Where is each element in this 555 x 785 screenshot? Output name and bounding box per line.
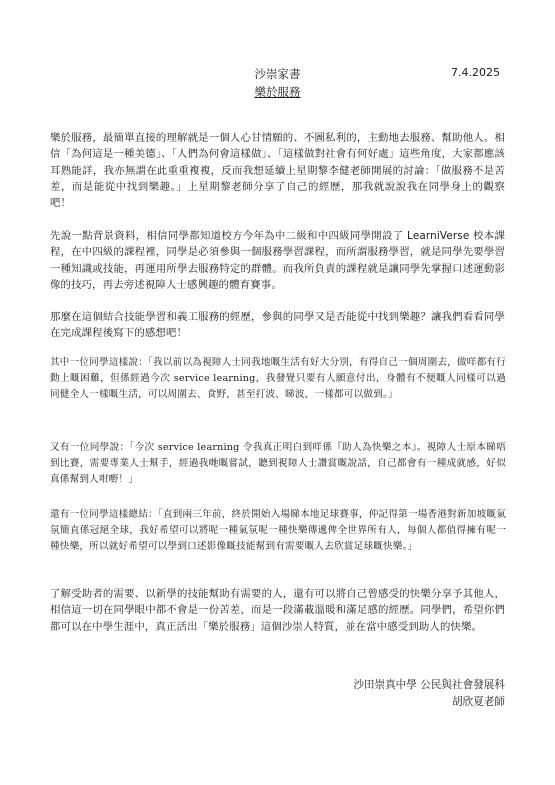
letter-title: 沙崇家書 [254, 67, 301, 81]
letter-subtitle [0, 84, 555, 100]
paragraph-question: 那麼在這個結合技能學習和義工服務的經歷，參與的同學又是否能從中找到樂趣？讓我們看看同學在完成課程後寫下的感想吧！ [50, 311, 505, 340]
student-quote-2: 又有一位同學說：「今次 service learning 令我真正明白到咩係『助人為快樂之本』。視障人士原本睇唔到比賽，需要專業人士幫手，經過我哋嘅嘗試，聽到視障人士讚賞嘅說話，自己都會有一種成就感，好似真係幫到人咁嘢！」 [50, 442, 506, 486]
signature-school: 沙田崇真中學 公民與社會發展科 [353, 679, 505, 691]
student-quote-3: 還有一位同學這樣總結：「直到兩三年前，終於開始入場睇本地足球賽事，仲記得第一場香港對新加坡嘅氣氛簡直係冠絕全球，我好希望可以將呢一種氣氛呢一種快樂傳遞俾全世界所有人，每個人都值得擁有呢一種快樂，所以就好希望可以學到口述影像嘅技能幫到有需要嘅人去欣賞足球嘅快樂。」 [50, 509, 506, 553]
student-quote-1: 其中一位同學這樣說：「我以前以為視障人士同我地嘅生活有好大分別，有得自己一個周圍去，做咩都有行動上嘅困難，但係經過今次 service learning，我發覺只要有人願意付出，身體有不便嘅人同樣可以過同健全人一樣嘅生活，可以周圍去、食野，甚至打波、睇波，一樣都可以做到。」 [50, 357, 506, 401]
paragraph-background: 先說一點背景資料，相信同學都知道校方今年為中二級和中四級同學開設了 LearniVerse 校本課程，在中四級的課程裡，同學是必須參與一個服務學習課程，而所謂服務學習，就是同學先要學習一種知識或技能，再運用所學去服務特定的群體。而我所負責的課程就是讓同學先掌握口述運動影像的技巧，再去旁述視障人士感興趣的體育賽事。 [50, 230, 505, 291]
signature-teacher: 胡欣夏老師 [452, 696, 505, 708]
paragraph-conclusion: 了解受助者的需要、以新學的技能幫助有需要的人，還有可以將自己曾感受的快樂分享予其他人，相信這一切在同學眼中都不會是一份苦差，而是一段滿載溫暖和滿足感的經歷。同學們，希望你們都可以在中學生涯中，真正活出「樂於服務」這個沙崇人特質，並在當中感受到助人的快樂。 [50, 588, 505, 633]
letter-date: 7.4.2025 [451, 66, 500, 79]
subtitle-text: 樂於服務 [254, 85, 301, 99]
letter-header [0, 66, 555, 86]
paragraph-intro: 樂於服務，最簡單直接的理解就是一個人心甘情願的、不圖私利的，主動地去服務、幫助他人。相信「為何這是一種美德」、「人們為何會這樣做」、「這樣做對社會有何好處」這些角度，大家都應該耳熟能詳，我亦無謂在此重重複複，反而我想延續上星期黎李健老師開展的討論：「做服務不是苦差，而是能從中找到樂趣。」上星期黎老師分享了自己的經歷，那我就說說我在同學身上的觀察吧！ [50, 132, 505, 210]
